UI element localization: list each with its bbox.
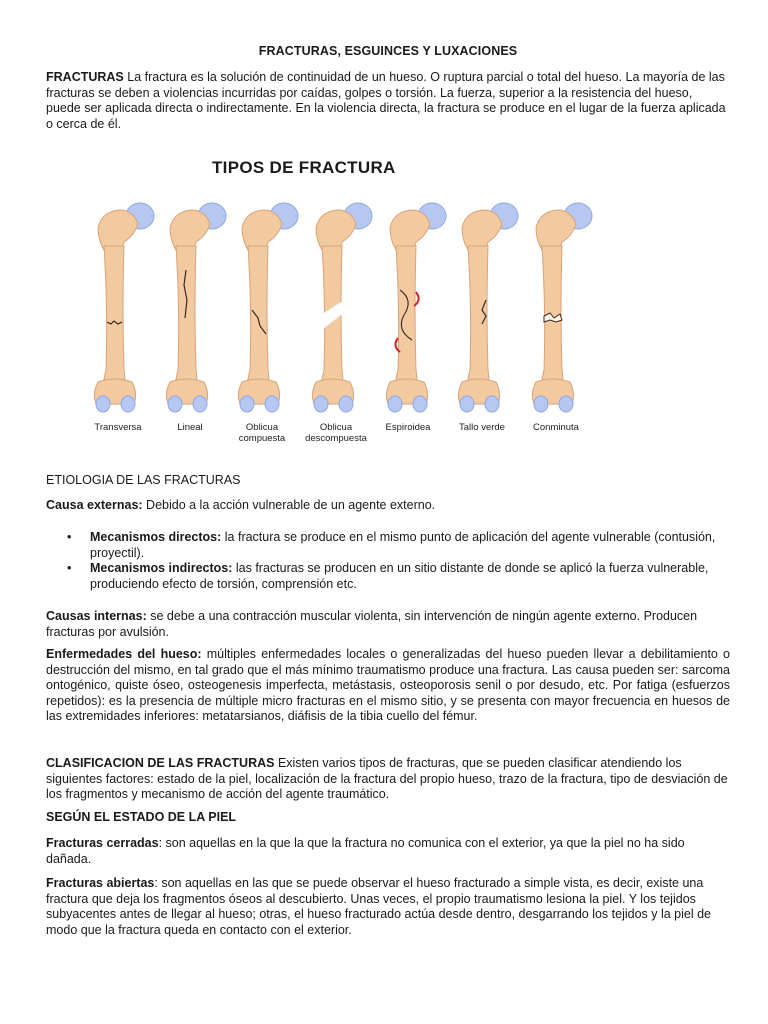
causas-internas-term: Causas internas:	[46, 609, 147, 623]
causas-externas-text: Debido a la acción vulnerable de un agente externo.	[142, 498, 436, 512]
bullet-text: las fracturas se producen en un sitio distante de donde se aplicó la fuerza vulnerable, produciendo efecto de torsión, comprensión etc.	[90, 561, 709, 591]
bone-oblicua-compuesta	[238, 203, 298, 412]
causas-internas	[46, 609, 730, 640]
causas-externas	[46, 498, 730, 514]
causas-externas-term: Causa externas:	[46, 498, 143, 512]
etiologia-heading: ETIOLOGIA DE LAS FRACTURAS	[46, 473, 241, 487]
bone-label-lineal	[150, 422, 230, 433]
bone-label-line: Tallo verde	[459, 422, 505, 433]
bone-conminuta	[532, 203, 592, 412]
bone-tallo-verde	[458, 203, 518, 412]
causas-internas-text: se debe a una contracción muscular violenta, sin intervención de ningún agente externo. Producen fracturas por avulsión.	[46, 609, 698, 639]
intro-text: La fractura es la solución de continuidad de un hueso. O ruptura parcial o total del hueso. La mayoría de las fracturas se deben a violencias incurridas por caídas, golpes o torsión. La fuerza, superior a la resistencia del hueso, puede ser aplicada directa o indirectamente. En la violencia directa, la fractura se produce en el lugar de la fuerza aplicada o cerca de él.	[46, 70, 726, 131]
bone-lineal	[166, 203, 226, 412]
intro-paragraph	[46, 70, 730, 132]
enfermedades-term: Enfermedades del hueso:	[46, 647, 202, 661]
bone-label-line: Oblicua	[319, 422, 353, 433]
document-title: FRACTURAS, ESGUINCES Y LUXACIONES	[258, 44, 518, 58]
fracture-types-figure	[56, 150, 616, 450]
bone-label-tallo-verde	[442, 422, 522, 433]
bone-label-conminuta	[516, 422, 596, 433]
bone-label-line: Conminuta	[533, 422, 579, 433]
bone-label-espiroidea	[368, 422, 448, 433]
enfermedades-paragraph	[46, 647, 730, 725]
list-item	[46, 561, 730, 592]
bone-label-line: Oblicua	[245, 422, 279, 433]
bone-oblicua-descompuesta	[312, 203, 372, 412]
cerradas-text: : son aquellas en la que la que la fractura no comunica con el exterior, ya que la piel no ha sido dañada.	[46, 836, 685, 866]
bullet-icon: •	[67, 530, 72, 544]
bullet-icon: •	[67, 561, 72, 575]
clasificacion-text: Existen varios tipos de fracturas, que se pueden clasificar atendiendo los siguientes factores: estado de la piel, localización de la fractura del propio hueso, trazo de la fractura, tipo de desviación de los fragmentos y mecanismo de acción del agente traumático.	[46, 756, 728, 801]
piel-heading	[46, 810, 730, 826]
figure-title: TIPOS DE FRACTURA	[212, 158, 396, 177]
bone-label-line: descompuesta	[305, 433, 367, 444]
bone-label-line: Espiroidea	[385, 422, 431, 433]
enfermedades-text: múltiples enfermedades locales o generalizadas del hueso pueden llevar a debilitamiento o destrucción del mismo, en tal grado que el más mínimo traumatismo produce una fractura. Las causa pueden ser: sarcoma ontogénico, quiste óseo, osteogenesis imperfecta, metástasis, osteoporosis senil o por desudo, etc. Por fatiga (esfuerzos repetidos): es la presencia de múltiple micro fracturas en el mismo sitio, y se presenta con mayor frecuencia en huesos de las extremidades inferiores: metatarsianos, diáfisis de la tibia cuello del fémur.	[46, 647, 730, 723]
bullet-term: Mecanismos directos:	[90, 530, 222, 544]
bone-label-transversa	[78, 422, 158, 433]
list-item	[46, 530, 730, 561]
bone-label-oblicua-compuesta	[222, 422, 302, 444]
clasificacion-term: CLASIFICACION DE LAS FRACTURAS	[46, 756, 275, 770]
bullet-term: Mecanismos indirectos:	[90, 561, 233, 575]
bone-label-line: Lineal	[177, 422, 203, 433]
bone-label-oblicua-descompuesta	[296, 422, 376, 444]
fracturas-abiertas	[46, 876, 730, 938]
cerradas-term: Fracturas cerradas	[46, 836, 159, 850]
piel-heading-text: SEGÚN EL ESTADO DE LA PIEL	[46, 810, 237, 824]
abiertas-text: : son aquellas en las que se puede observar el hueso fracturado a simple vista, es decir, existe una fractura que deja los fragmentos óseos al descubierto. Unas veces, el propio traumatismo lesiona la piel. Y los tejidos subyacentes antes de llegar al hueso; otras, el hueso fracturado actúa desde dentro, desgarrando los tejidos y la piel de modo que la fractura queda en contacto con el exterior.	[46, 876, 712, 937]
mecanismos-list	[46, 530, 730, 592]
abiertas-term: Fracturas abiertas	[46, 876, 155, 890]
bones-illustration	[56, 150, 616, 450]
bone-transversa	[94, 203, 154, 412]
bone-label-line: Transversa	[94, 422, 142, 433]
clasificacion-paragraph	[46, 756, 730, 803]
bone-espiroidea	[386, 203, 446, 412]
bullet-text: la fractura se produce en el mismo punto de aplicación del agente vulnerable (contusión, proyectil).	[90, 530, 716, 560]
intro-term: FRACTURAS	[46, 70, 124, 84]
fracturas-cerradas	[46, 836, 730, 867]
bone-label-line: compuesta	[238, 433, 286, 444]
